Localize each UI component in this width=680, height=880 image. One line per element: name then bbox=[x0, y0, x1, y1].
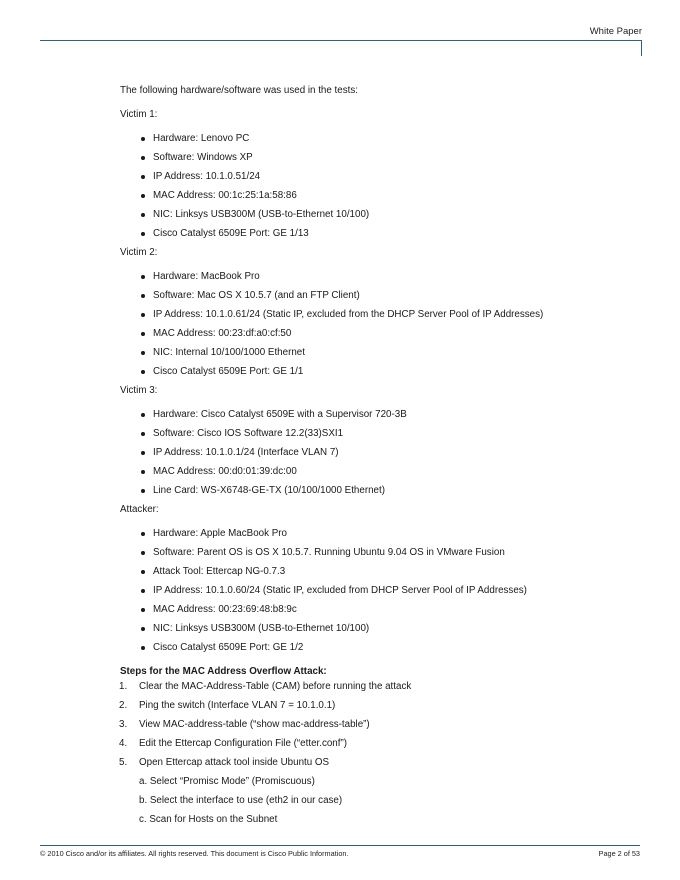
list-item: Software: Parent OS is OS X 10.5.7. Running Ubuntu 9.04 OS in VMware Fusion bbox=[120, 546, 640, 559]
section-victim-3 bbox=[120, 384, 640, 497]
list-item: Line Card: WS-X6748-GE-TX (10/100/1000 Ethernet) bbox=[120, 484, 640, 497]
document-body bbox=[120, 84, 640, 832]
header-rule bbox=[40, 40, 642, 56]
list-item: IP Address: 10.1.0.1/24 (Interface VLAN 7) bbox=[120, 446, 640, 459]
substep-item: b. Select the interface to use (eth2 in our case) bbox=[139, 795, 343, 806]
list-item: Cisco Catalyst 6509E Port: GE 1/1 bbox=[120, 365, 640, 378]
spec-list bbox=[120, 132, 640, 240]
intro-paragraph: The following hardware/software was used in the tests: bbox=[120, 85, 358, 96]
list-item: MAC Address: 00:1c:25:1a:58:86 bbox=[120, 189, 640, 202]
step-text: Edit the Ettercap Configuration File (“etter.conf”) bbox=[139, 738, 348, 749]
list-item: MAC Address: 00:23:69:48:b8:9c bbox=[120, 603, 640, 616]
step-text: View MAC-address-table (“show mac-address-table”) bbox=[139, 719, 370, 730]
list-item: IP Address: 10.1.0.61/24 (Static IP, excluded from the DHCP Server Pool of IP Addresses) bbox=[120, 308, 640, 321]
list-item: MAC Address: 00:23:df:a0:cf:50 bbox=[120, 327, 640, 340]
step-item bbox=[119, 680, 640, 693]
list-item: IP Address: 10.1.0.51/24 bbox=[120, 170, 640, 183]
section-title: Victim 1: bbox=[120, 109, 158, 120]
section-title: Victim 2: bbox=[120, 247, 158, 258]
list-item: Software: Cisco IOS Software 12.2(33)SXI1 bbox=[120, 427, 640, 440]
step-number: 1. bbox=[119, 681, 128, 692]
substep-item: a. Select “Promisc Mode” (Promiscuous) bbox=[139, 776, 315, 787]
step-text: Open Ettercap attack tool inside Ubuntu OS bbox=[139, 757, 330, 768]
substep-item: c. Scan for Hosts on the Subnet bbox=[139, 814, 278, 825]
step-item bbox=[119, 756, 640, 769]
list-item: Attack Tool: Ettercap NG-0.7.3 bbox=[120, 565, 640, 578]
step-number: 3. bbox=[119, 719, 128, 730]
steps-heading: Steps for the MAC Address Overflow Attack: bbox=[120, 666, 327, 677]
step-number: 5. bbox=[119, 757, 128, 768]
list-item: NIC: Linksys USB300M (USB-to-Ethernet 10/100) bbox=[120, 622, 640, 635]
list-item: Software: Windows XP bbox=[120, 151, 640, 164]
spec-list bbox=[120, 270, 640, 378]
list-item: Hardware: Apple MacBook Pro bbox=[120, 527, 640, 540]
section-title: Attacker: bbox=[120, 504, 159, 515]
list-item: NIC: Linksys USB300M (USB-to-Ethernet 10/100) bbox=[120, 208, 640, 221]
step-number: 4. bbox=[119, 738, 128, 749]
step-text: Ping the switch (Interface VLAN 7 = 10.1.0.1) bbox=[139, 700, 336, 711]
spec-list bbox=[120, 527, 640, 654]
section-victim-2 bbox=[120, 246, 640, 378]
list-item: Hardware: Cisco Catalyst 6509E with a Supervisor 720-3B bbox=[120, 408, 640, 421]
list-item: Hardware: MacBook Pro bbox=[120, 270, 640, 283]
section-title: Victim 3: bbox=[120, 385, 158, 396]
step-number: 2. bbox=[119, 700, 128, 711]
footer-rule bbox=[40, 845, 640, 846]
step-item bbox=[119, 718, 640, 731]
list-item: NIC: Internal 10/100/1000 Ethernet bbox=[120, 346, 640, 359]
list-item: Cisco Catalyst 6509E Port: GE 1/2 bbox=[120, 641, 640, 654]
spec-list bbox=[120, 408, 640, 497]
step-item bbox=[119, 699, 640, 712]
section-victim-1 bbox=[120, 108, 640, 240]
step-item bbox=[119, 737, 640, 750]
list-item: Cisco Catalyst 6509E Port: GE 1/13 bbox=[120, 227, 640, 240]
steps-list bbox=[120, 680, 640, 826]
list-item: IP Address: 10.1.0.60/24 (Static IP, excluded from DHCP Server Pool of IP Addresses) bbox=[120, 584, 640, 597]
footer-copyright: © 2010 Cisco and/or its affiliates. All rights reserved. This document is Cisco Public Information. bbox=[40, 849, 349, 858]
section-attacker bbox=[120, 503, 640, 654]
step-text: Clear the MAC-Address-Table (CAM) before running the attack bbox=[139, 681, 412, 692]
list-item: Software: Mac OS X 10.5.7 (and an FTP Client) bbox=[120, 289, 640, 302]
page-number: Page 2 of 53 bbox=[598, 849, 640, 858]
list-item: Hardware: Lenovo PC bbox=[120, 132, 640, 145]
list-item: MAC Address: 00:d0:01:39:dc:00 bbox=[120, 465, 640, 478]
header-label: White Paper bbox=[589, 26, 642, 37]
